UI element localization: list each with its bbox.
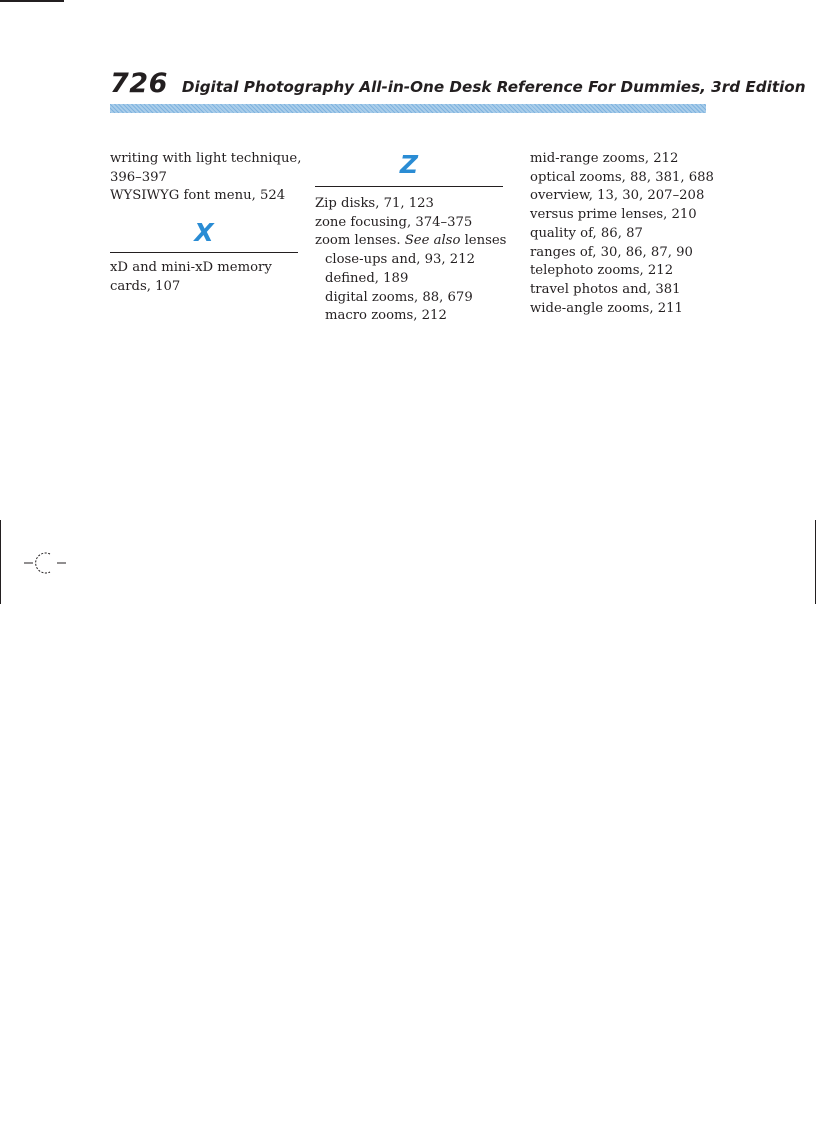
index-sub-entry: overview, 13, 30, 207–208 [530,188,705,204]
page-number: 726 [110,68,168,99]
index-sub-entry: wide-angle zooms, 211 [530,300,683,316]
index-sub-entry: macro zooms, 212 [325,308,447,324]
index-sub-entry: mid-range zooms, 212 [530,151,679,166]
index-column-1 [110,150,302,297]
index-sub-entry: versus prime lenses, 210 [530,207,697,223]
registration-mark-icon [24,548,68,578]
book-title: Digital Photography All-in-One Desk Reference For Dummies, 3rd Edition [181,78,806,96]
header-rule [110,104,706,113]
crop-mark-top [0,0,64,2]
letter-heading: Z [399,150,419,179]
index-entry: xD and mini-xD memory cards, 107 [110,260,272,294]
index-entry: zone focusing, 374–375 [315,214,473,230]
index-entry: writing with light technique, 396–397 [110,151,302,185]
index-sub-entry: defined, 189 [325,270,409,286]
index-sub-entry: telephoto zooms, 212 [530,263,674,279]
index-entry-zoom-lenses: zoom lenses. See also lenses [315,233,507,249]
index-sub-entry: digital zooms, 88, 679 [325,289,473,305]
letter-section-x [110,216,298,253]
index-column-2 [315,150,507,326]
letter-heading: X [194,218,214,248]
crop-mark-left [0,520,1,604]
index-entry: WYSIWYG font menu, 524 [110,188,286,204]
index-entry: Zip disks, 71, 123 [315,196,434,211]
page-header [110,68,806,104]
index-column-3 [530,150,720,318]
index-sub-entry: optical zooms, 88, 381, 688 [530,169,714,185]
index-sub-entry: quality of, 86, 87 [530,225,643,241]
index-sub-entry: travel photos and, 381 [530,281,681,297]
index-sub-entry: ranges of, 30, 86, 87, 90 [530,244,693,260]
see-also-reference: See also [404,233,461,249]
letter-section-z [315,150,503,187]
index-sub-entry: close-ups and, 93, 212 [325,252,475,268]
